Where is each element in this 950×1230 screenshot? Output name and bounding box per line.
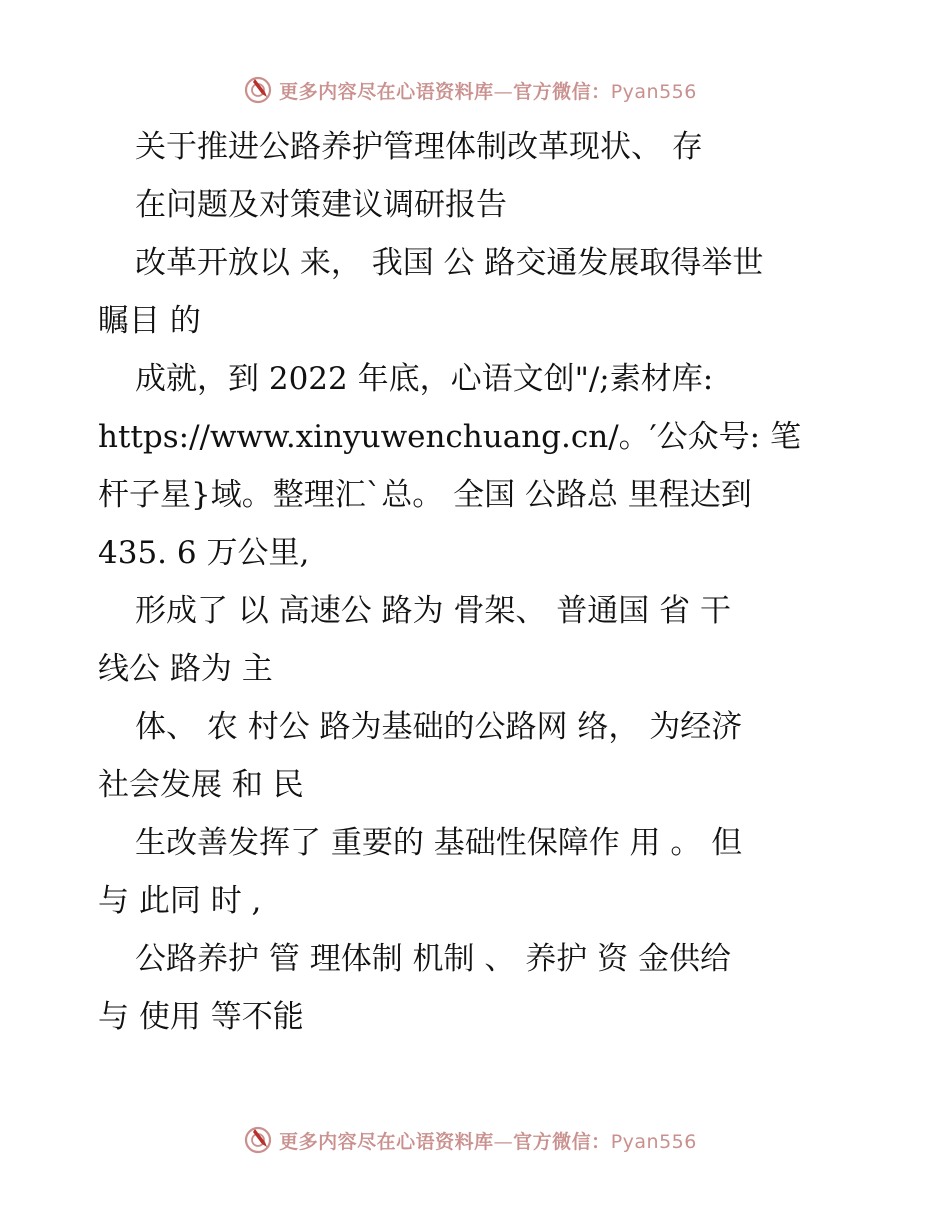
footer-banner <box>0 1120 950 1160</box>
document-line: 成就，到 2022 年底，心语文创"/;素材库: <box>135 361 714 397</box>
header-dash: — <box>493 80 514 103</box>
document-line: 435. 6 万公里, <box>98 535 310 571</box>
document-line: 生改善发挥了 重要的 基础性保障作 用 。 但 <box>135 825 743 861</box>
document-line: 社会发展 和 民 <box>98 767 304 803</box>
header-banner-text <box>279 77 697 104</box>
document-line: 关于推进公路养护管理体制改革现状、 存 <box>135 129 703 165</box>
header-tail-text: 官方微信： <box>513 80 611 103</box>
footer-dash: — <box>493 1130 514 1153</box>
document-line: 公路养护 管 理体制 机制 、 养护 资 金供给 <box>135 941 731 977</box>
document-line: 杆子星}域。整理汇`总。 全国 公路总 里程达到 <box>98 477 752 513</box>
document-line: 与 此同 时 , <box>98 883 262 919</box>
document-body <box>98 118 858 1046</box>
document-line: 改革开放以 来， 我国 公 路交通发展取得举世 <box>135 245 764 281</box>
document-line: 瞩目 的 <box>98 303 201 339</box>
document-line: 体、 农 村公 路为基础的公路网 络， 为经济 <box>135 709 743 745</box>
document-line: 线公 路为 主 <box>98 651 273 687</box>
document-line: 形成了 以 高速公 路为 骨架、 普通国 省 干 <box>135 593 731 629</box>
footer-tail-text: 官方微信： <box>513 1130 611 1153</box>
document-line: 在问题及对策建议调研报告 <box>135 187 507 223</box>
brand-logo-icon <box>243 1125 273 1155</box>
header-banner <box>0 70 950 110</box>
footer-account: Pyan556 <box>610 1130 697 1153</box>
header-account: Pyan556 <box>610 80 697 103</box>
document-line: 与 使用 等不能 <box>98 999 304 1035</box>
header-main-text: 更多内容尽在心语资料库 <box>279 80 494 103</box>
footer-banner-text <box>279 1127 697 1154</box>
document-line: https://www.xinyuwenchuang.cn/。′公众号: 笔 <box>98 419 801 455</box>
footer-main-text: 更多内容尽在心语资料库 <box>279 1130 494 1153</box>
brand-logo-icon <box>243 75 273 105</box>
